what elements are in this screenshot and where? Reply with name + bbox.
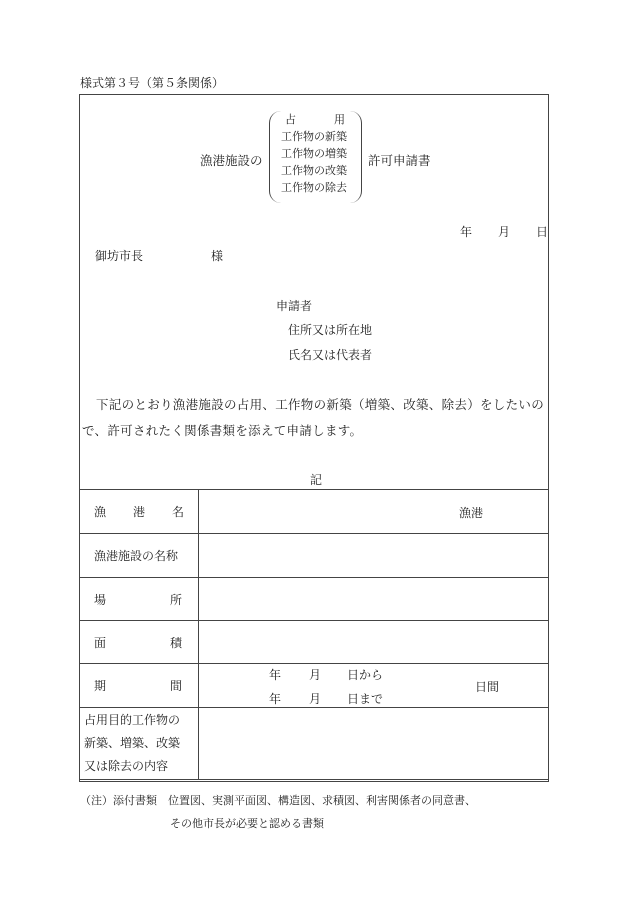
port-suffix: 漁港 — [459, 506, 484, 520]
period-from-month: 月 — [309, 668, 322, 682]
form-title — [80, 107, 548, 207]
content-value[interactable] — [199, 708, 549, 780]
table-row — [80, 664, 549, 708]
port-name-value[interactable] — [199, 490, 549, 534]
applicant-label: 申請者 — [276, 299, 313, 313]
table-row — [80, 708, 549, 780]
recipient: 御坊市長 — [95, 249, 144, 263]
period-to-day: 日まで — [347, 692, 384, 706]
row-label-location: 場 所 — [80, 578, 199, 621]
period-from-day: 日から — [347, 668, 384, 682]
date-day: 日 — [536, 225, 549, 239]
title-option-occupy: 占 用 — [285, 113, 345, 126]
date-month: 月 — [498, 225, 511, 239]
details-table — [79, 489, 549, 780]
row-label-facility-name: 漁港施設の名称 — [80, 534, 199, 578]
body-text-line1: 下記のとおり漁港施設の占用、工作物の新築（増築、改築、除去）をしたいの — [96, 397, 545, 412]
note-line2: その他市長が必要と認める書類 — [170, 817, 324, 830]
row-label-content: 占用目的工作物の 新築、増築、改築 又は除去の内容 — [80, 708, 199, 780]
right-bracket — [348, 111, 362, 203]
period-days: 日間 — [475, 680, 500, 694]
table-row — [80, 621, 549, 664]
area-value[interactable] — [199, 621, 549, 664]
table-row — [80, 534, 549, 578]
recipient-honorific: 様 — [211, 249, 224, 263]
form-number-label: 様式第３号（第５条関係） — [80, 76, 225, 90]
title-option-new: 工作物の新築 — [281, 130, 347, 143]
period-to-year: 年 — [269, 692, 282, 706]
date-year: 年 — [460, 225, 473, 239]
title-options — [281, 111, 353, 196]
row-label-period: 期 間 — [80, 664, 199, 708]
title-prefix: 漁港施設の — [200, 153, 263, 168]
period-value[interactable] — [199, 664, 549, 708]
title-option-removal: 工作物の除去 — [281, 181, 347, 194]
address-label: 住所又は所在地 — [288, 323, 373, 337]
period-from-year: 年 — [269, 668, 282, 682]
note-line1: （注）添付書類 位置図、実測平面図、構造図、求積図、利害関係者の同意書、 — [80, 794, 476, 807]
title-suffix: 許可申請書 — [368, 153, 431, 168]
facility-name-value[interactable] — [199, 534, 549, 578]
application-form-frame — [79, 94, 549, 782]
row-label-area: 面 積 — [80, 621, 199, 664]
ki-marker: 記 — [310, 473, 323, 487]
title-option-renovation: 工作物の改築 — [281, 164, 347, 177]
period-to-month: 月 — [309, 692, 322, 706]
table-row — [80, 578, 549, 621]
row-label-port-name: 漁 港 名 — [80, 490, 199, 534]
title-option-extension: 工作物の増築 — [281, 147, 347, 160]
location-value[interactable] — [199, 578, 549, 621]
table-row — [80, 490, 549, 534]
body-text-line2: で、許可されたく関係書類を添えて申請します。 — [82, 423, 363, 438]
name-label: 氏名又は代表者 — [288, 348, 373, 362]
